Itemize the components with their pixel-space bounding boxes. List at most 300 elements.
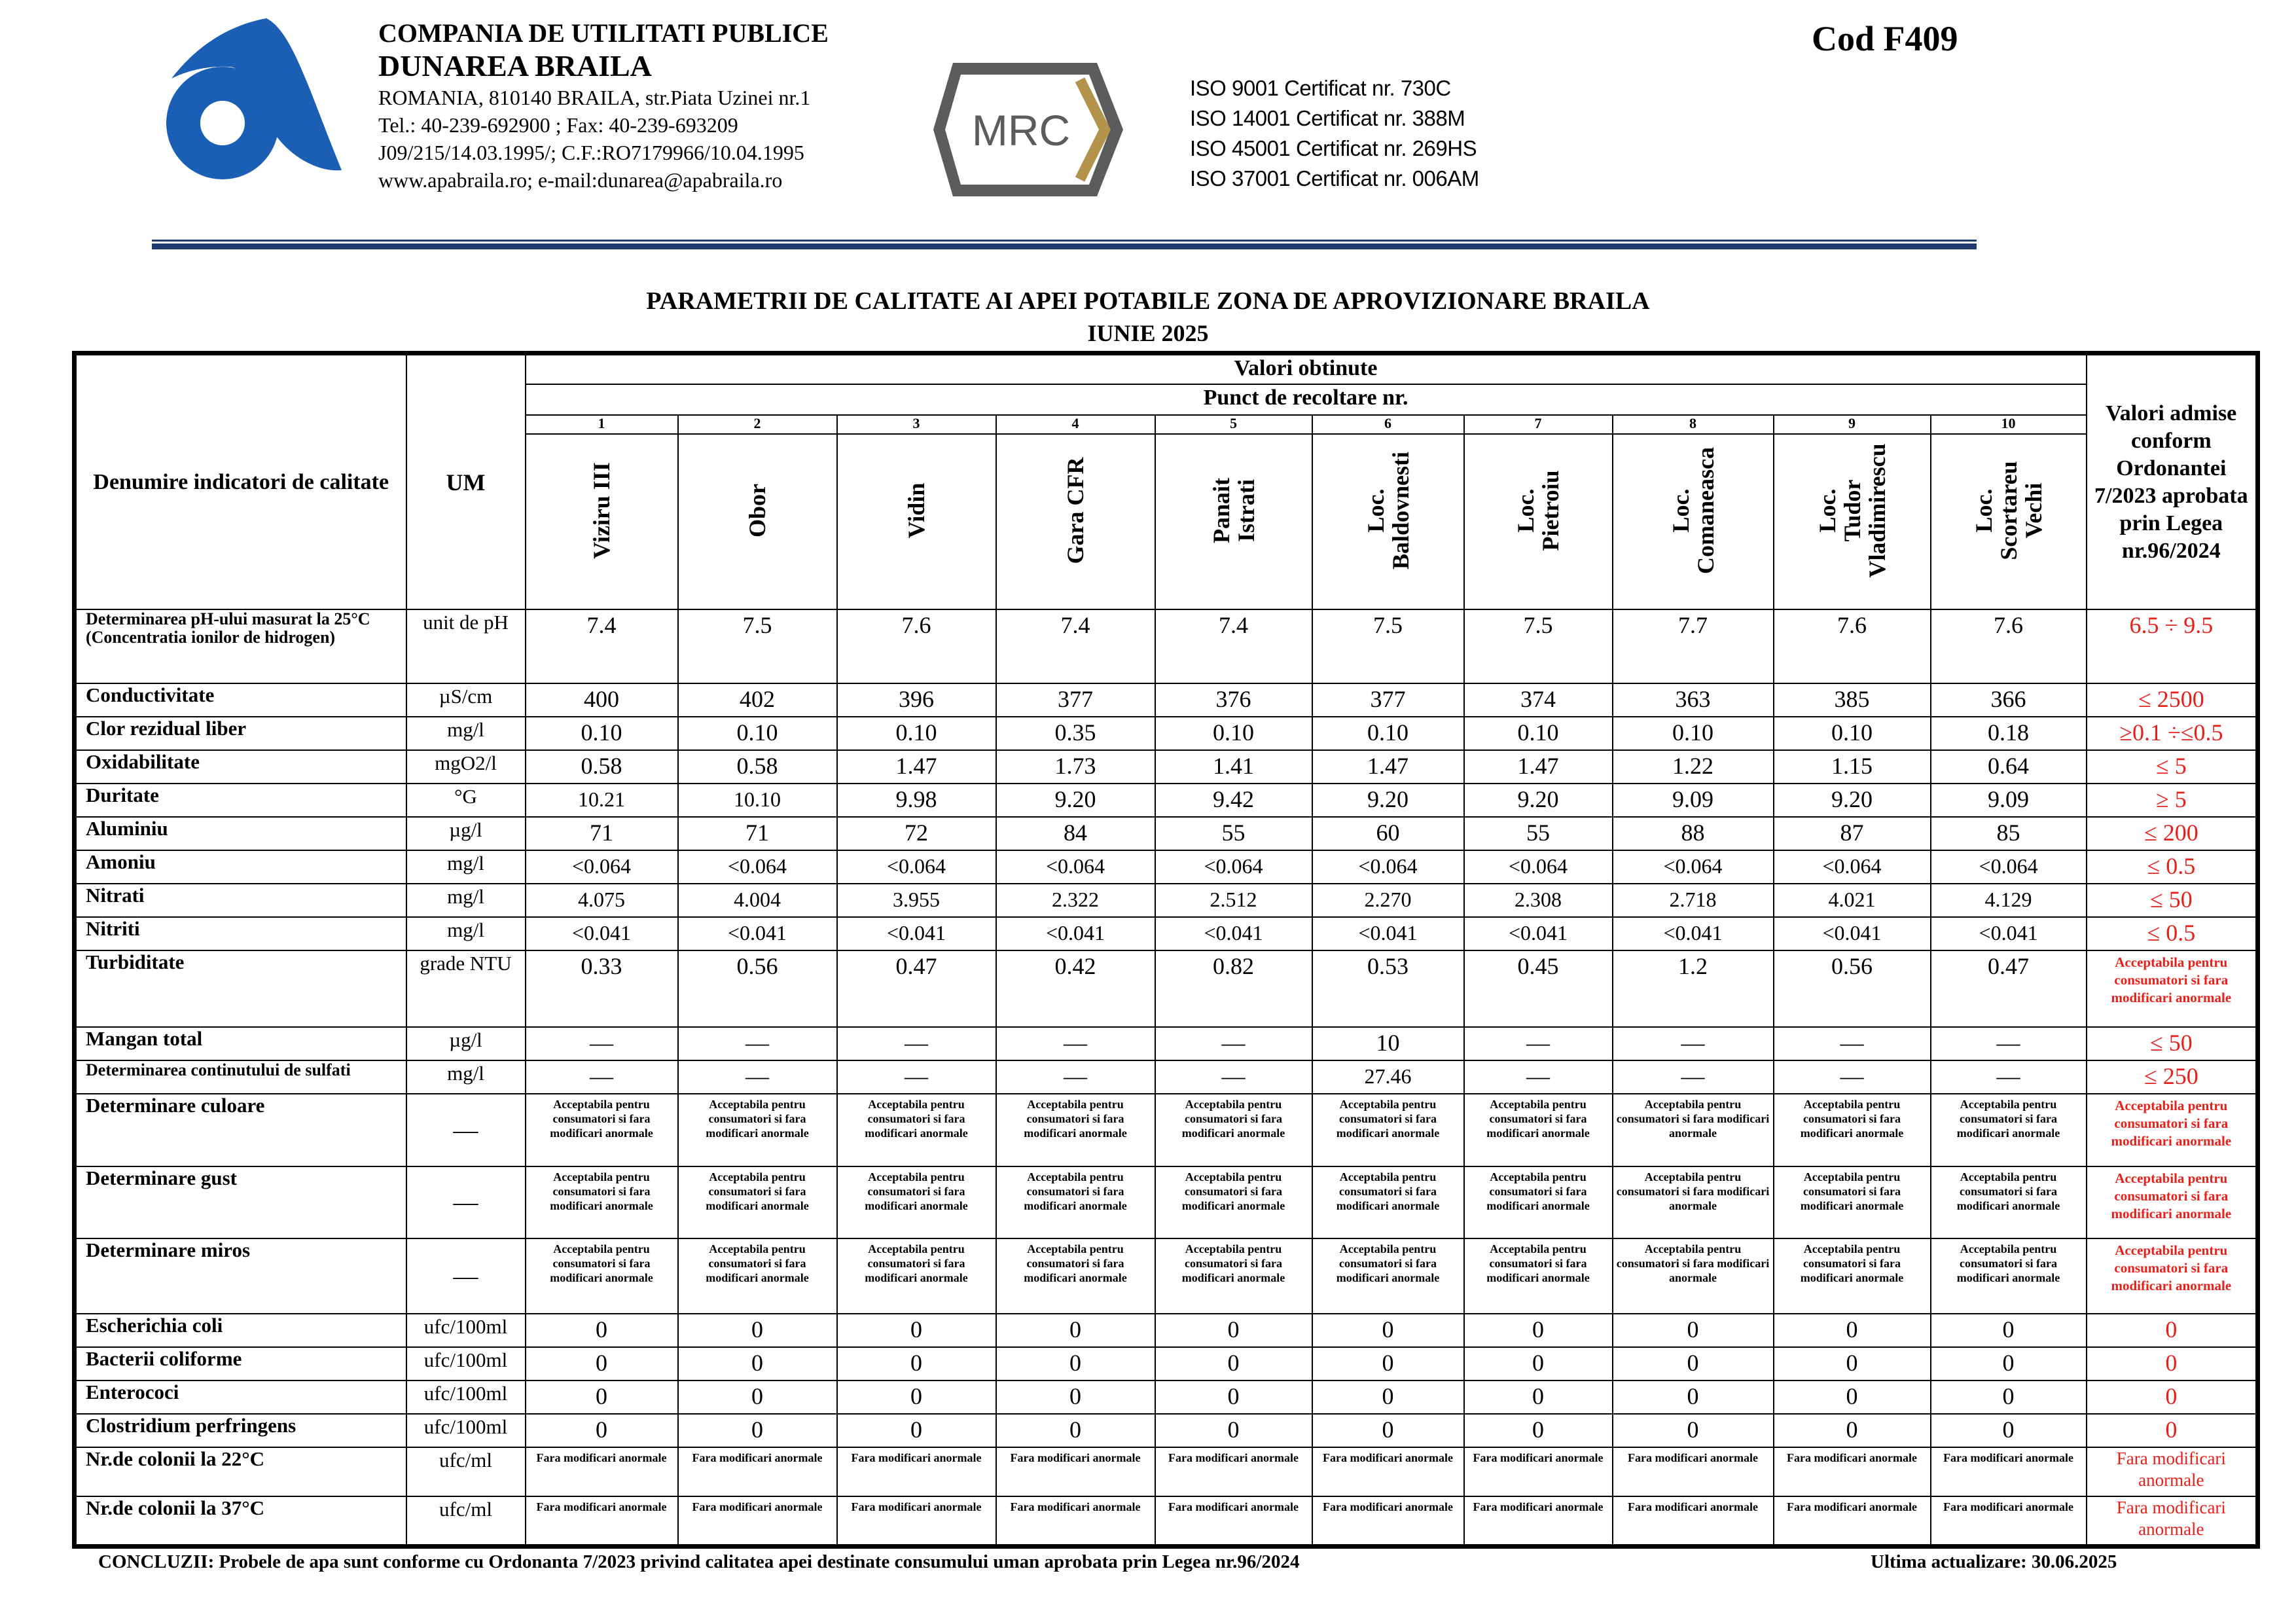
measured-value: <0.041 [1464, 917, 1613, 950]
measured-value: <0.041 [1774, 917, 1931, 950]
header-divider [152, 240, 1977, 250]
measured-value: Acceptabila pentru consumatori si fara modificari anormale [837, 1238, 996, 1314]
measured-value: 10.21 [526, 784, 678, 817]
measured-value: 1.41 [1155, 750, 1312, 784]
measured-value: 0 [1155, 1347, 1312, 1380]
sampling-point-label: Vidin [903, 483, 929, 539]
measured-value: — [837, 1060, 996, 1094]
measured-value: 402 [678, 683, 837, 717]
measured-value: Acceptabila pentru consumatori si fara modificari anormale [1155, 1094, 1312, 1166]
measured-value: Acceptabila pentru consumatori si fara modificari anormale [1774, 1094, 1931, 1166]
measured-value: Fara modificari anormale [837, 1447, 996, 1496]
measured-value: 71 [678, 817, 837, 850]
measured-value: 1.47 [1312, 750, 1464, 784]
measured-value: 60 [1312, 817, 1464, 850]
measured-value: 0 [678, 1347, 837, 1380]
measured-value: 2.308 [1464, 884, 1613, 917]
measured-value: 0.10 [1464, 717, 1613, 750]
measured-value: 84 [996, 817, 1155, 850]
conclusion-text: CONCLUZII: Probele de apa sunt conforme cu Ordonanta 7/2023 privind calitatea apei destinate consumului uman aprobata prin Legea nr.96/2024 [98, 1551, 1300, 1572]
measured-value: 7.5 [1464, 609, 1613, 683]
company-name-line2: DUNAREA BRAILA [378, 49, 652, 82]
measured-value: 10 [1312, 1027, 1464, 1060]
measured-value: 0.33 [526, 950, 678, 1027]
measured-value: 0 [1774, 1314, 1931, 1347]
measured-value: 4.129 [1931, 884, 2087, 917]
measured-value: — [1931, 1060, 2087, 1094]
indicator-um: ufc/ml [406, 1447, 526, 1496]
table-row [75, 817, 2258, 850]
measured-value: 0 [1312, 1347, 1464, 1380]
measured-value: 0.42 [996, 950, 1155, 1027]
measured-value: 0 [678, 1314, 837, 1347]
measured-value: — [1155, 1060, 1312, 1094]
measured-value: 0 [526, 1314, 678, 1347]
measured-value: 0.56 [678, 950, 837, 1027]
measured-value: <0.064 [1464, 850, 1613, 884]
measured-value: 2.512 [1155, 884, 1312, 917]
header-sampling-point: Punct de recoltare nr. [526, 384, 2087, 415]
sampling-point-number: 4 [996, 415, 1155, 435]
indicator-name: Determinare miros [75, 1238, 406, 1314]
indicator-um: mg/l [406, 717, 526, 750]
iso-line: ISO 9001 Certificat nr. 730C [1190, 76, 1451, 100]
measured-value: <0.041 [1312, 917, 1464, 950]
measured-value: — [526, 1060, 678, 1094]
measured-value: 4.004 [678, 884, 837, 917]
measured-value: 0 [1613, 1314, 1774, 1347]
measured-value: Acceptabila pentru consumatori si fara modificari anormale [837, 1094, 996, 1166]
indicator-name: Turbiditate [75, 950, 406, 1027]
sampling-point-name [1464, 434, 1613, 609]
indicator-um: ufc/100ml [406, 1347, 526, 1380]
measured-value: 0 [1613, 1380, 1774, 1414]
company-name-line1: COMPANIA DE UTILITATI PUBLICE [378, 18, 829, 48]
sampling-point-number: 2 [678, 415, 837, 435]
measured-value: 7.6 [837, 609, 996, 683]
measured-value: Fara modificari anormale [1312, 1496, 1464, 1547]
indicator-name: Oxidabilitate [75, 750, 406, 784]
sampling-point-name [1774, 434, 1931, 609]
measured-value: 0.53 [1312, 950, 1464, 1027]
measured-value: Fara modificari anormale [678, 1447, 837, 1496]
indicator-name: Amoniu [75, 850, 406, 884]
measured-value: 0.47 [837, 950, 996, 1027]
admitted-limit: Acceptabila pentru consumatori si fara modificari anormale [2087, 950, 2258, 1027]
measured-value: 0 [996, 1314, 1155, 1347]
measured-value: — [526, 1027, 678, 1060]
sampling-point-number: 1 [526, 415, 678, 435]
admitted-limit: ≤ 50 [2087, 1027, 2258, 1060]
measured-value: — [837, 1027, 996, 1060]
header-um: UM [406, 353, 526, 610]
admitted-limit: Acceptabila pentru consumatori si fara modificari anormale [2087, 1238, 2258, 1314]
sampling-point-number: 3 [837, 415, 996, 435]
measured-value: 0 [1931, 1314, 2087, 1347]
measured-value: 0.10 [837, 717, 996, 750]
measured-value: — [1931, 1027, 2087, 1060]
measured-value: 1.47 [1464, 750, 1613, 784]
measured-value: Acceptabila pentru consumatori si fara modificari anormale [1312, 1166, 1464, 1239]
measured-value: 0 [1312, 1414, 1464, 1447]
measured-value: Acceptabila pentru consumatori si fara modificari anormale [526, 1238, 678, 1314]
sampling-point-label: Loc. [1970, 488, 1997, 533]
measured-value: <0.064 [526, 850, 678, 884]
measured-value: — [1464, 1060, 1613, 1094]
measured-value: 7.4 [526, 609, 678, 683]
admitted-limit: 0 [2087, 1347, 2258, 1380]
measured-value: 4.075 [526, 884, 678, 917]
table-row [75, 1166, 2258, 1239]
measured-value: — [1613, 1027, 1774, 1060]
measured-value: Acceptabila pentru consumatori si fara modificari anormale [1774, 1238, 1931, 1314]
indicator-um: mg/l [406, 884, 526, 917]
sampling-point-name [526, 434, 678, 609]
indicator-um: mgO2/l [406, 750, 526, 784]
table-row [75, 784, 2258, 817]
measured-value: <0.064 [1774, 850, 1931, 884]
measured-value: Fara modificari anormale [837, 1496, 996, 1547]
measured-value: Fara modificari anormale [678, 1496, 837, 1547]
indicator-name: Determinare gust [75, 1166, 406, 1239]
measured-value: 0.10 [1774, 717, 1931, 750]
measured-value: 0 [1931, 1380, 2087, 1414]
admitted-limit: 0 [2087, 1380, 2258, 1414]
measured-value: Fara modificari anormale [1931, 1496, 2087, 1547]
indicator-name: Determinarea continutului de sulfati [75, 1060, 406, 1094]
company-logo [152, 18, 348, 181]
measured-value: <0.064 [837, 850, 996, 884]
measured-value: 0 [1312, 1314, 1464, 1347]
table-row [75, 850, 2258, 884]
table-row [75, 609, 2258, 683]
table-row [75, 1496, 2258, 1547]
iso-line: ISO 45001 Certificat nr. 269HS [1190, 136, 1477, 160]
indicator-name: Nr.de colonii la 37°C [75, 1496, 406, 1547]
table-row [75, 950, 2258, 1027]
measured-value: 0 [526, 1347, 678, 1380]
admitted-limit: ≥0.1 ÷≤0.5 [2087, 717, 2258, 750]
measured-value: 0.58 [526, 750, 678, 784]
measured-value: 7.7 [1613, 609, 1774, 683]
table-row [75, 717, 2258, 750]
sampling-point-label: Vladimirescu [1863, 443, 1890, 579]
measured-value: — [1155, 1027, 1312, 1060]
measured-value: 2.322 [996, 884, 1155, 917]
measured-value: 376 [1155, 683, 1312, 717]
measured-value: Acceptabila pentru consumatori si fara modificari anormale [526, 1166, 678, 1239]
sampling-point-label: Vechi [2020, 483, 2047, 539]
measured-value: <0.064 [996, 850, 1155, 884]
measured-value: Fara modificari anormale [1613, 1447, 1774, 1496]
measured-value: — [996, 1027, 1155, 1060]
header-admitted-values: Valori admise conform Ordonantei 7/2023 aprobata prin Legea nr.96/2024 [2087, 353, 2258, 610]
document-title: PARAMETRII DE CALITATE AI APEI POTABILE ZONA DE APROVIZIONARE BRAILA [646, 287, 1650, 315]
indicator-um: µS/cm [406, 683, 526, 717]
measured-value: 0 [678, 1380, 837, 1414]
indicator-name: Nitrati [75, 884, 406, 917]
sampling-point-name [1931, 434, 2087, 609]
indicator-name: Aluminiu [75, 817, 406, 850]
measured-value: 72 [837, 817, 996, 850]
measured-value: Fara modificari anormale [996, 1496, 1155, 1547]
indicator-name: Clostridium perfringens [75, 1414, 406, 1447]
measured-value: 7.5 [678, 609, 837, 683]
measured-value: 1.47 [837, 750, 996, 784]
measured-value: 87 [1774, 817, 1931, 850]
measured-value: 0 [996, 1347, 1155, 1380]
measured-value: 0 [1931, 1414, 2087, 1447]
measured-value: 0 [1312, 1380, 1464, 1414]
measured-value: 0 [837, 1380, 996, 1414]
measured-value: Acceptabila pentru consumatori si fara modificari anormale [996, 1238, 1155, 1314]
table-row [75, 1094, 2258, 1166]
measured-value: Acceptabila pentru consumatori si fara modificari anormale [1931, 1094, 2087, 1166]
indicator-um: ufc/100ml [406, 1380, 526, 1414]
indicator-um: ufc/100ml [406, 1414, 526, 1447]
measured-value: <0.064 [1613, 850, 1774, 884]
sampling-point-label: Viziru III [588, 462, 615, 560]
indicator-name: Determinarea pH-ului masurat la 25°C (Concentratia ionilor de hidrogen) [75, 609, 406, 683]
admitted-limit: ≤ 2500 [2087, 683, 2258, 717]
indicator-name: Conductivitate [75, 683, 406, 717]
indicator-um: µg/l [406, 1027, 526, 1060]
measured-value: 0 [1774, 1347, 1931, 1380]
measured-value: Fara modificari anormale [526, 1447, 678, 1496]
table-row [75, 1238, 2258, 1314]
measured-value: 0.10 [1312, 717, 1464, 750]
indicator-name: Mangan total [75, 1027, 406, 1060]
measured-value: 9.20 [1312, 784, 1464, 817]
measured-value: Acceptabila pentru consumatori si fara modificari anormale [1155, 1166, 1312, 1239]
table-row [75, 750, 2258, 784]
measured-value: 7.4 [996, 609, 1155, 683]
header-values-obtained: Valori obtinute [526, 353, 2087, 384]
sampling-point-label: Pietroiu [1537, 470, 1564, 552]
measured-value: Acceptabila pentru consumatori si fara modificari anormale [1613, 1238, 1774, 1314]
sampling-point-label: Istrati [1232, 479, 1259, 543]
iso-line: ISO 14001 Certificat nr. 388M [1190, 106, 1465, 130]
indicator-um: mg/l [406, 1060, 526, 1094]
measured-value: <0.041 [1931, 917, 2087, 950]
sampling-point-number: 10 [1931, 415, 2087, 435]
measured-value: 4.021 [1774, 884, 1931, 917]
measured-value: Fara modificari anormale [1613, 1496, 1774, 1547]
table-row [75, 1447, 2258, 1496]
measured-value: 0.64 [1931, 750, 2087, 784]
measured-value: 0.58 [678, 750, 837, 784]
measured-value: 377 [1312, 683, 1464, 717]
measured-value: 0 [837, 1414, 996, 1447]
iso-line: ISO 37001 Certificat nr. 006AM [1190, 166, 1479, 190]
measured-value: 1.73 [996, 750, 1155, 784]
indicator-name: Nitriti [75, 917, 406, 950]
measured-value: 0.82 [1155, 950, 1312, 1027]
measured-value: Acceptabila pentru consumatori si fara modificari anormale [678, 1094, 837, 1166]
measured-value: 0 [526, 1380, 678, 1414]
measured-value: 9.42 [1155, 784, 1312, 817]
last-updated: Ultima actualizare: 30.06.2025 [1871, 1551, 2117, 1572]
measured-value: 0 [837, 1314, 996, 1347]
measured-value: 0 [837, 1347, 996, 1380]
measured-value: 0 [1613, 1414, 1774, 1447]
sampling-point-name [1155, 434, 1312, 609]
measured-value: 366 [1931, 683, 2087, 717]
company-phone: Tel.: 40-239-692900 ; Fax: 40-239-693209 [378, 113, 738, 137]
measured-value: 0.10 [526, 717, 678, 750]
measured-value: Acceptabila pentru consumatori si fara modificari anormale [1312, 1238, 1464, 1314]
table-row [75, 917, 2258, 950]
measured-value: <0.064 [1931, 850, 2087, 884]
header-indicator: Denumire indicatori de calitate [75, 353, 406, 610]
sampling-point-number: 9 [1774, 415, 1931, 435]
admitted-limit: Acceptabila pentru consumatori si fara modificari anormale [2087, 1166, 2258, 1239]
form-code: Cod F409 [1812, 19, 1958, 58]
measured-value: Fara modificari anormale [1464, 1496, 1613, 1547]
measured-value: 0 [526, 1414, 678, 1447]
measured-value: 0 [1464, 1414, 1613, 1447]
company-address: ROMANIA, 810140 BRAILA, str.Piata Uzinei nr.1 [378, 86, 811, 109]
indicator-um: — [406, 1238, 526, 1314]
measured-value: 2.270 [1312, 884, 1464, 917]
measured-value: 3.955 [837, 884, 996, 917]
sampling-point-label: Gara CFR [1062, 457, 1088, 564]
indicator-um: °G [406, 784, 526, 817]
admitted-limit: ≥ 5 [2087, 784, 2258, 817]
sampling-point-label: Loc. [1513, 488, 1539, 533]
measured-value: 385 [1774, 683, 1931, 717]
sampling-point-label: Scortareu [1995, 461, 2022, 561]
indicator-um: grade NTU [406, 950, 526, 1027]
measured-value: 7.6 [1931, 609, 2087, 683]
measured-value: 1.15 [1774, 750, 1931, 784]
measured-value: <0.041 [996, 917, 1155, 950]
table-row [75, 1314, 2258, 1347]
measured-value: 0.10 [678, 717, 837, 750]
measured-value: 88 [1613, 817, 1774, 850]
measured-value: 0 [1155, 1380, 1312, 1414]
measured-value: 0 [1774, 1414, 1931, 1447]
measured-value: 363 [1613, 683, 1774, 717]
sampling-point-label: Tudor [1839, 480, 1865, 542]
measured-value: Acceptabila pentru consumatori si fara modificari anormale [526, 1094, 678, 1166]
measured-value: Acceptabila pentru consumatori si fara modificari anormale [1155, 1238, 1312, 1314]
sampling-point-number: 7 [1464, 415, 1613, 435]
measured-value: 55 [1155, 817, 1312, 850]
measured-value: 0.10 [1155, 717, 1312, 750]
water-quality-table [72, 351, 2260, 1549]
measured-value: 9.98 [837, 784, 996, 817]
sampling-point-label: Loc. [1814, 488, 1840, 533]
company-registry: J09/215/14.03.1995/; C.F.:RO7179966/10.04.1995 [378, 141, 804, 164]
measured-value: <0.041 [1613, 917, 1774, 950]
measured-value: Fara modificari anormale [1931, 1447, 2087, 1496]
sampling-point-name [678, 434, 837, 609]
iso-certifications [1190, 73, 1479, 194]
indicator-um: ufc/100ml [406, 1314, 526, 1347]
measured-value: Acceptabila pentru consumatori si fara modificari anormale [1464, 1238, 1613, 1314]
measured-value: Fara modificari anormale [1312, 1447, 1464, 1496]
admitted-limit: 6.5 ÷ 9.5 [2087, 609, 2258, 683]
indicator-name: Duritate [75, 784, 406, 817]
indicator-um: — [406, 1166, 526, 1239]
measured-value: 1.2 [1613, 950, 1774, 1027]
measured-value: 400 [526, 683, 678, 717]
sampling-point-name [1312, 434, 1464, 609]
measured-value: 0 [1931, 1347, 2087, 1380]
table-row [75, 683, 2258, 717]
measured-value: 7.4 [1155, 609, 1312, 683]
measured-value: Fara modificari anormale [1464, 1447, 1613, 1496]
sampling-point-label: Panait [1208, 478, 1234, 544]
measured-value: — [1464, 1027, 1613, 1060]
table-row [75, 1347, 2258, 1380]
measured-value: 9.20 [996, 784, 1155, 817]
table-row [75, 884, 2258, 917]
company-info [378, 18, 967, 194]
sampling-point-name [996, 434, 1155, 609]
measured-value: <0.041 [526, 917, 678, 950]
sampling-point-label: Baldovnesti [1387, 452, 1414, 570]
measured-value: Fara modificari anormale [1774, 1447, 1931, 1496]
measured-value: — [1613, 1060, 1774, 1094]
sampling-point-name [1613, 434, 1774, 609]
measured-value: 7.5 [1312, 609, 1464, 683]
sampling-point-label: Loc. [1362, 488, 1389, 533]
sampling-point-number: 8 [1613, 415, 1774, 435]
measured-value: — [996, 1060, 1155, 1094]
admitted-limit: 0 [2087, 1414, 2258, 1447]
measured-value: 0 [1613, 1347, 1774, 1380]
admitted-limit: ≤ 0.5 [2087, 850, 2258, 884]
measured-value: <0.064 [1155, 850, 1312, 884]
mrc-certification-logo [933, 60, 1123, 199]
measured-value: 0.45 [1464, 950, 1613, 1027]
measured-value: 0.18 [1931, 717, 2087, 750]
measured-value: 0 [1155, 1414, 1312, 1447]
indicator-name: Escherichia coli [75, 1314, 406, 1347]
measured-value: 1.22 [1613, 750, 1774, 784]
sampling-point-number: 6 [1312, 415, 1464, 435]
sampling-point-name [837, 434, 996, 609]
indicator-um: µg/l [406, 817, 526, 850]
indicator-um: unit de pH [406, 609, 526, 683]
indicator-name: Nr.de colonii la 22°C [75, 1447, 406, 1496]
sampling-point-label: Obor [744, 484, 770, 538]
company-web: www.apabraila.ro; e-mail:dunarea@apabraila.ro [378, 168, 783, 192]
indicator-um: mg/l [406, 850, 526, 884]
indicator-name: Enterococi [75, 1380, 406, 1414]
measured-value: <0.064 [1312, 850, 1464, 884]
measured-value: 71 [526, 817, 678, 850]
measured-value: 0 [1464, 1314, 1613, 1347]
admitted-limit: ≤ 250 [2087, 1060, 2258, 1094]
mrc-logo-text: MRC [971, 106, 1071, 154]
measured-value: 55 [1464, 817, 1613, 850]
measured-value: Fara modificari anormale [1155, 1496, 1312, 1547]
measured-value: 0 [1774, 1380, 1931, 1414]
measured-value: 9.09 [1613, 784, 1774, 817]
sampling-point-label: Comaneasca [1692, 447, 1719, 575]
measured-value: 2.718 [1613, 884, 1774, 917]
admitted-limit: ≤ 200 [2087, 817, 2258, 850]
table-row [75, 1060, 2258, 1094]
measured-value: 27.46 [1312, 1060, 1464, 1094]
measured-value: 0 [1464, 1380, 1613, 1414]
table-row [75, 1380, 2258, 1414]
sampling-point-label: Loc. [1667, 488, 1694, 533]
measured-value: — [1774, 1027, 1931, 1060]
